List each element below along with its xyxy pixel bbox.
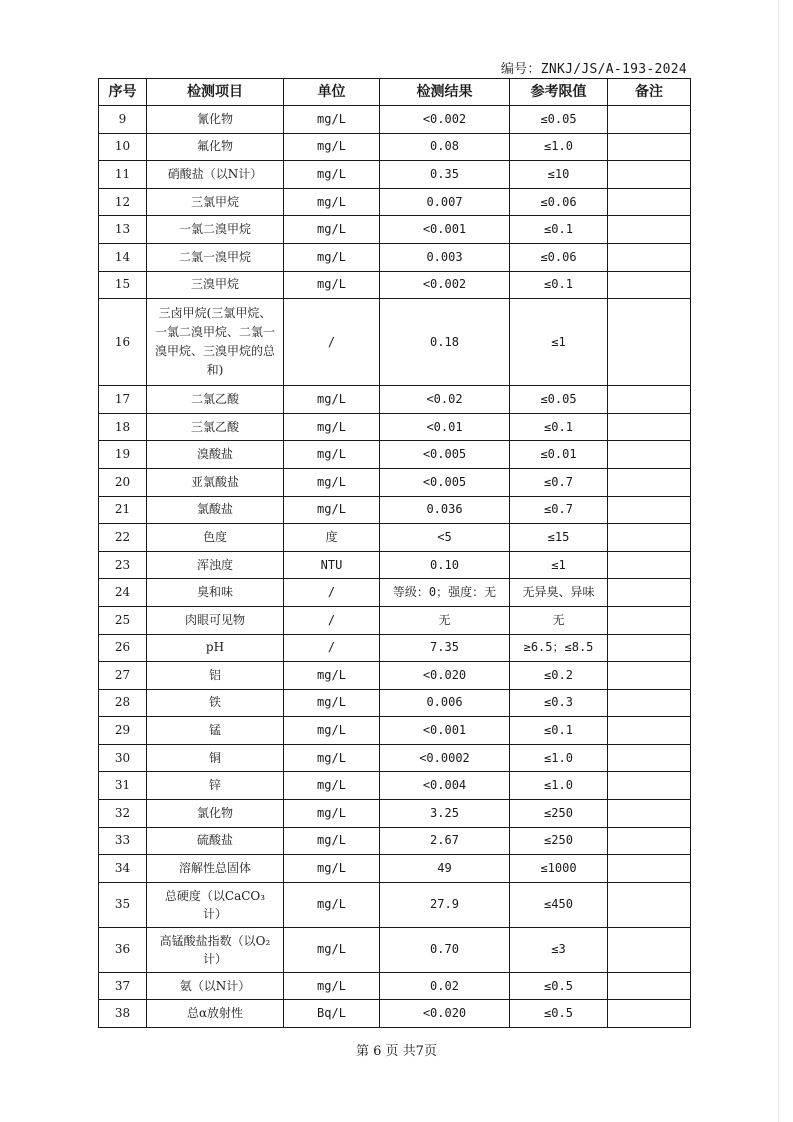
table-row [99, 243, 691, 271]
cell-limit: ≤0.05 [510, 106, 608, 134]
cell-item: pH [147, 634, 284, 662]
cell-result: 7.35 [380, 634, 510, 662]
cell-result: <0.020 [380, 662, 510, 690]
cell-note [608, 662, 691, 690]
cell-no: 29 [99, 717, 147, 745]
page-number: 第 6 页 共7页 [356, 1044, 437, 1059]
cell-unit: Bq/L [284, 1000, 380, 1028]
cell-no: 25 [99, 606, 147, 634]
cell-no: 27 [99, 662, 147, 690]
cell-unit: mg/L [284, 855, 380, 883]
cell-no: 22 [99, 524, 147, 552]
cell-item: 硝酸盐（以N计） [147, 161, 284, 189]
cell-result: <0.005 [380, 441, 510, 469]
table-row [99, 744, 691, 772]
table-row [99, 717, 691, 745]
cell-no: 20 [99, 468, 147, 496]
cell-limit: ≤0.1 [510, 216, 608, 244]
cell-note [608, 133, 691, 161]
table-row [99, 972, 691, 1000]
cell-result: 无 [380, 606, 510, 634]
cell-item: 三卤甲烷(三氯甲烷、一氯二溴甲烷、二氯一溴甲烷、三溴甲烷的总和) [147, 299, 284, 386]
table-row [99, 133, 691, 161]
document-number: 编号：ZNKJ/JS/A-193-2024 [500, 62, 687, 77]
cell-note [608, 827, 691, 855]
cell-no: 12 [99, 188, 147, 216]
cell-item: 硫酸盐 [147, 827, 284, 855]
cell-item: 铁 [147, 689, 284, 717]
cell-item: 三氯乙酸 [147, 413, 284, 441]
cell-note [608, 744, 691, 772]
table-row [99, 827, 691, 855]
cell-note [608, 606, 691, 634]
table-row [99, 524, 691, 552]
table-row [99, 106, 691, 134]
cell-no: 23 [99, 551, 147, 579]
table-row [99, 800, 691, 828]
table-row [99, 882, 691, 927]
cell-item: 浑浊度 [147, 551, 284, 579]
cell-result: 0.007 [380, 188, 510, 216]
cell-limit: ≤0.06 [510, 243, 608, 271]
cell-result: 0.70 [380, 927, 510, 972]
cell-note [608, 386, 691, 414]
scan-edge-line [778, 0, 779, 1122]
cell-result: 0.10 [380, 551, 510, 579]
cell-result: 0.036 [380, 496, 510, 524]
cell-unit: mg/L [284, 413, 380, 441]
cell-note [608, 524, 691, 552]
cell-limit: 无 [510, 606, 608, 634]
cell-item: 氨（以N计） [147, 972, 284, 1000]
header-item: 检测项目 [147, 79, 284, 106]
table-row [99, 579, 691, 607]
cell-no: 37 [99, 972, 147, 1000]
cell-result: <5 [380, 524, 510, 552]
cell-result: 49 [380, 855, 510, 883]
cell-note [608, 972, 691, 1000]
cell-no: 16 [99, 299, 147, 386]
cell-limit: ≤0.7 [510, 468, 608, 496]
cell-limit: ≤15 [510, 524, 608, 552]
cell-note [608, 216, 691, 244]
cell-item: 三氯甲烷 [147, 188, 284, 216]
table-row [99, 689, 691, 717]
cell-item: 亚氯酸盐 [147, 468, 284, 496]
cell-item: 氯化物 [147, 800, 284, 828]
cell-limit: ≤250 [510, 827, 608, 855]
cell-no: 10 [99, 133, 147, 161]
cell-result: 0.02 [380, 972, 510, 1000]
cell-limit: ≤10 [510, 161, 608, 189]
cell-result: 0.006 [380, 689, 510, 717]
cell-note [608, 882, 691, 927]
cell-unit: / [284, 299, 380, 386]
cell-item: 氯酸盐 [147, 496, 284, 524]
cell-unit: 度 [284, 524, 380, 552]
cell-limit: ≥6.5；≤8.5 [510, 634, 608, 662]
cell-limit: ≤0.1 [510, 717, 608, 745]
cell-result: 27.9 [380, 882, 510, 927]
cell-limit: ≤0.1 [510, 271, 608, 299]
table-row [99, 662, 691, 690]
table-row [99, 161, 691, 189]
cell-limit: ≤1.0 [510, 744, 608, 772]
cell-result: 0.35 [380, 161, 510, 189]
cell-note [608, 927, 691, 972]
cell-no: 11 [99, 161, 147, 189]
cell-unit: / [284, 606, 380, 634]
table-body [99, 106, 691, 1028]
cell-unit: mg/L [284, 243, 380, 271]
cell-no: 35 [99, 882, 147, 927]
cell-limit: ≤0.06 [510, 188, 608, 216]
cell-no: 30 [99, 744, 147, 772]
cell-item: 二氯乙酸 [147, 386, 284, 414]
cell-item: 溶解性总固体 [147, 855, 284, 883]
cell-no: 28 [99, 689, 147, 717]
header-unit: 单位 [284, 79, 380, 106]
cell-unit: mg/L [284, 827, 380, 855]
cell-unit: mg/L [284, 133, 380, 161]
cell-item: 铜 [147, 744, 284, 772]
header-limit: 参考限值 [510, 79, 608, 106]
cell-no: 32 [99, 800, 147, 828]
cell-note [608, 468, 691, 496]
cell-note [608, 1000, 691, 1028]
cell-unit: mg/L [284, 772, 380, 800]
table-row [99, 551, 691, 579]
cell-limit: 无异臭、异味 [510, 579, 608, 607]
cell-no: 13 [99, 216, 147, 244]
cell-note [608, 496, 691, 524]
table-row [99, 216, 691, 244]
cell-unit: mg/L [284, 717, 380, 745]
cell-unit: mg/L [284, 468, 380, 496]
cell-limit: ≤0.05 [510, 386, 608, 414]
cell-limit: ≤1 [510, 551, 608, 579]
cell-no: 17 [99, 386, 147, 414]
cell-unit: mg/L [284, 386, 380, 414]
cell-result: <0.002 [380, 271, 510, 299]
cell-no: 18 [99, 413, 147, 441]
cell-note [608, 689, 691, 717]
table-row [99, 927, 691, 972]
cell-no: 33 [99, 827, 147, 855]
header-no: 序号 [99, 79, 147, 106]
table-row [99, 271, 691, 299]
cell-limit: ≤0.2 [510, 662, 608, 690]
cell-result: 0.08 [380, 133, 510, 161]
cell-unit: mg/L [284, 972, 380, 1000]
cell-no: 14 [99, 243, 147, 271]
cell-note [608, 271, 691, 299]
cell-item: 三溴甲烷 [147, 271, 284, 299]
cell-limit: ≤0.7 [510, 496, 608, 524]
header-result: 检测结果 [380, 79, 510, 106]
cell-item: 一氯二溴甲烷 [147, 216, 284, 244]
table-row [99, 496, 691, 524]
cell-note [608, 772, 691, 800]
cell-unit: NTU [284, 551, 380, 579]
table-row [99, 855, 691, 883]
test-results-table [98, 78, 691, 1028]
cell-item: 氰化物 [147, 106, 284, 134]
cell-note [608, 551, 691, 579]
cell-result: 等级：0；强度：无 [380, 579, 510, 607]
cell-note [608, 441, 691, 469]
cell-item: 臭和味 [147, 579, 284, 607]
table-row [99, 634, 691, 662]
cell-no: 31 [99, 772, 147, 800]
cell-unit: / [284, 579, 380, 607]
cell-limit: ≤1 [510, 299, 608, 386]
cell-unit: mg/L [284, 188, 380, 216]
cell-limit: ≤1.0 [510, 133, 608, 161]
cell-note [608, 800, 691, 828]
cell-limit: ≤0.1 [510, 413, 608, 441]
cell-result: <0.001 [380, 216, 510, 244]
cell-no: 15 [99, 271, 147, 299]
cell-item: 溴酸盐 [147, 441, 284, 469]
cell-unit: mg/L [284, 662, 380, 690]
cell-unit: mg/L [284, 441, 380, 469]
cell-note [608, 106, 691, 134]
cell-item: 高锰酸盐指数（以O₂计） [147, 927, 284, 972]
cell-result: <0.004 [380, 772, 510, 800]
cell-limit: ≤0.01 [510, 441, 608, 469]
cell-no: 9 [99, 106, 147, 134]
header-note: 备注 [608, 79, 691, 106]
cell-note [608, 161, 691, 189]
cell-unit: / [284, 634, 380, 662]
cell-note [608, 717, 691, 745]
cell-no: 38 [99, 1000, 147, 1028]
cell-item: 氟化物 [147, 133, 284, 161]
table-row [99, 386, 691, 414]
cell-result: 0.003 [380, 243, 510, 271]
cell-limit: ≤0.5 [510, 972, 608, 1000]
cell-unit: mg/L [284, 271, 380, 299]
cell-no: 19 [99, 441, 147, 469]
cell-unit: mg/L [284, 106, 380, 134]
table-row [99, 468, 691, 496]
cell-no: 26 [99, 634, 147, 662]
cell-note [608, 413, 691, 441]
cell-result: 2.67 [380, 827, 510, 855]
cell-item: 铝 [147, 662, 284, 690]
cell-limit: ≤0.3 [510, 689, 608, 717]
cell-unit: mg/L [284, 882, 380, 927]
cell-unit: mg/L [284, 744, 380, 772]
cell-result: <0.001 [380, 717, 510, 745]
cell-result: <0.0002 [380, 744, 510, 772]
cell-result: <0.005 [380, 468, 510, 496]
cell-unit: mg/L [284, 689, 380, 717]
cell-unit: mg/L [284, 496, 380, 524]
table-row [99, 606, 691, 634]
cell-item: 色度 [147, 524, 284, 552]
cell-limit: ≤1000 [510, 855, 608, 883]
cell-limit: ≤250 [510, 800, 608, 828]
cell-note [608, 243, 691, 271]
cell-no: 34 [99, 855, 147, 883]
table-header-row [99, 79, 691, 106]
cell-item: 肉眼可见物 [147, 606, 284, 634]
cell-no: 36 [99, 927, 147, 972]
cell-note [608, 188, 691, 216]
cell-unit: mg/L [284, 927, 380, 972]
cell-unit: mg/L [284, 216, 380, 244]
cell-unit: mg/L [284, 800, 380, 828]
cell-result: 0.18 [380, 299, 510, 386]
cell-note [608, 299, 691, 386]
table-row [99, 772, 691, 800]
cell-result: <0.020 [380, 1000, 510, 1028]
cell-limit: ≤450 [510, 882, 608, 927]
table-row [99, 1000, 691, 1028]
table-row [99, 299, 691, 386]
cell-note [608, 634, 691, 662]
cell-no: 24 [99, 579, 147, 607]
cell-item: 锰 [147, 717, 284, 745]
cell-limit: ≤0.5 [510, 1000, 608, 1028]
cell-item: 总α放射性 [147, 1000, 284, 1028]
cell-no: 21 [99, 496, 147, 524]
cell-result: 3.25 [380, 800, 510, 828]
table-row [99, 413, 691, 441]
cell-unit: mg/L [284, 161, 380, 189]
cell-limit: ≤3 [510, 927, 608, 972]
cell-limit: ≤1.0 [510, 772, 608, 800]
cell-note [608, 855, 691, 883]
cell-item: 二氯一溴甲烷 [147, 243, 284, 271]
cell-note [608, 579, 691, 607]
cell-item: 总硬度（以CaCO₃计） [147, 882, 284, 927]
cell-result: <0.002 [380, 106, 510, 134]
cell-result: <0.02 [380, 386, 510, 414]
cell-item: 锌 [147, 772, 284, 800]
cell-result: <0.01 [380, 413, 510, 441]
table-row [99, 188, 691, 216]
table-row [99, 441, 691, 469]
